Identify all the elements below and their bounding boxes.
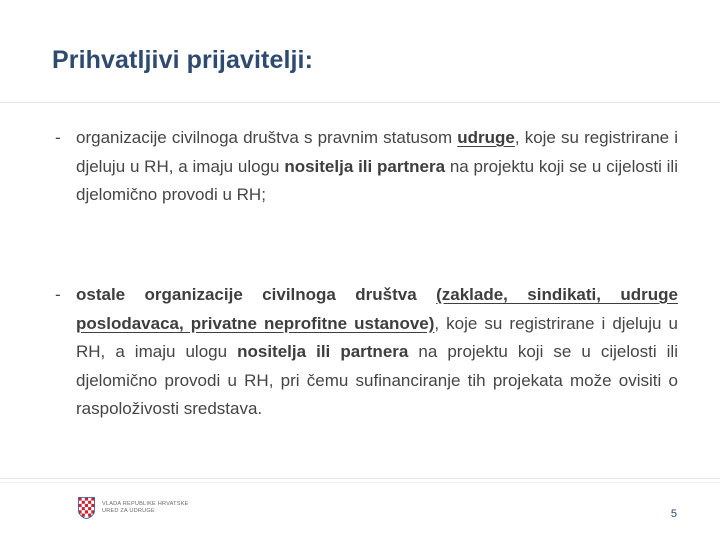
footer-divider-secondary [0, 482, 720, 483]
bullet-item-1 [55, 124, 678, 210]
bullet-text-segment: (zaklade, sindikati, udruge poslodavaca, privatne neprofitne ustanove) [76, 285, 678, 333]
bullet-text-segment: organizacije civilnoga društva s pravnim statusom [76, 128, 458, 147]
title-divider [0, 102, 720, 103]
logo-line-2: URED ZA UDRUGE [102, 508, 155, 514]
logo-line-1: VLADA REPUBLIKE HRVATSKE [102, 501, 189, 507]
bullet-text-segment: ostale organizacije civilnoga društva [76, 285, 437, 304]
bullet-marker: - [55, 128, 61, 147]
croatian-coat-of-arms-icon [78, 497, 95, 519]
page-number: 5 [670, 508, 677, 520]
bullet-text-segment: na projektu koji se u cijelosti ili djelomično provodi u RH, pri čemu sufinanciranje tih projekata može ovisiti o raspoloživosti sredstava. [76, 342, 678, 418]
bullet-text-segment: na projektu koji se u cijelosti ili djelomično provodi u RH; [76, 156, 678, 204]
footer-logo [78, 497, 189, 519]
bullet-marker: - [55, 285, 61, 304]
footer-divider [0, 478, 720, 479]
bullet-text-segment: nositelja ili partnera [237, 342, 409, 361]
bullet-text-segment: nositelja ili partnera [284, 156, 446, 176]
bullet-text-segment: , koje su registrirane i djeluju u RH, a imaju ulogu [76, 128, 678, 176]
bullet-text-segment: , koje su registrirane i djeluju u RH, a imaju ulogu [76, 313, 678, 361]
bullet-text-segment: udruge [457, 128, 515, 147]
slide-title: Prihvatljivi prijavitelji: [52, 46, 314, 74]
bullet-item-2 [55, 281, 678, 424]
logo-text [102, 501, 189, 515]
